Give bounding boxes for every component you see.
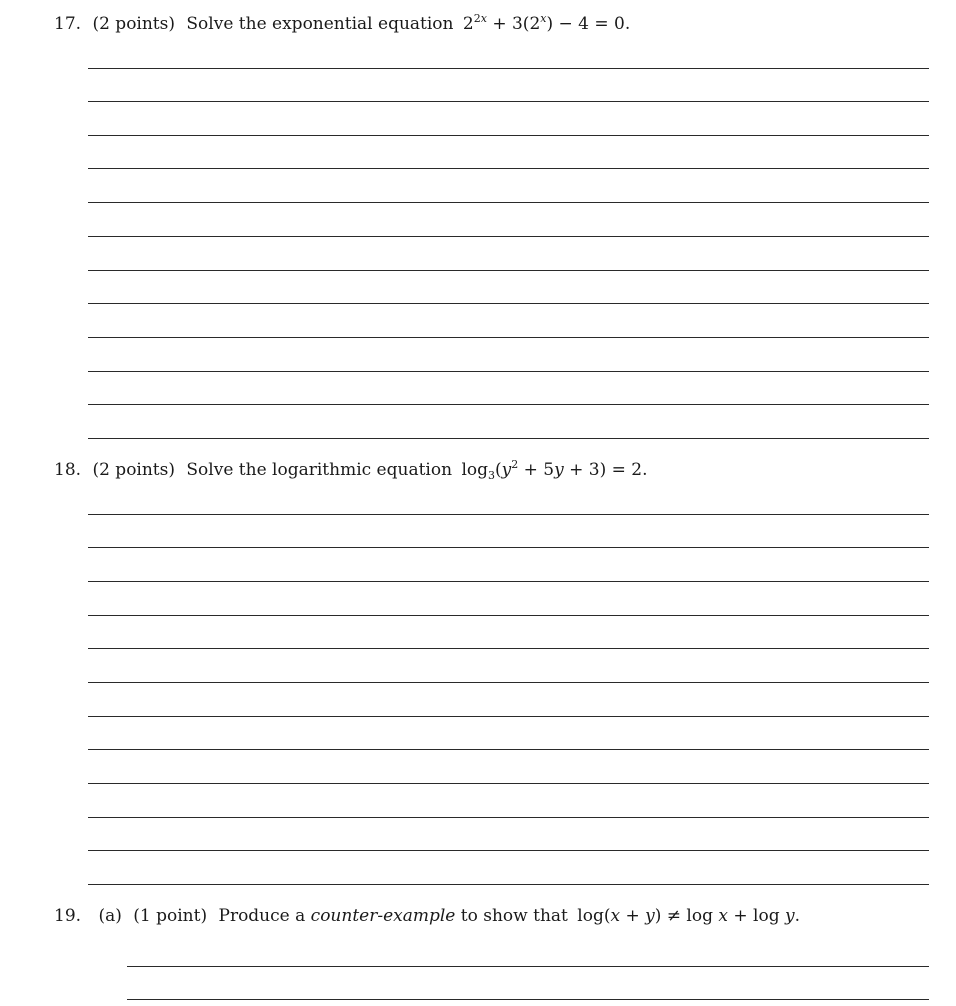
answer-line[interactable] xyxy=(88,202,929,203)
question-prompt: Produce a xyxy=(218,906,306,926)
answer-line[interactable] xyxy=(88,884,929,885)
answer-line[interactable] xyxy=(127,999,929,1000)
answer-line[interactable] xyxy=(88,783,929,784)
question-prompt-cont: to show that xyxy=(460,906,568,926)
equation: $2^{2x} + 3(2^x) - 4 = 0$. xyxy=(462,12,631,34)
question-19 xyxy=(54,908,800,925)
equation: $\log_3(y^2 + 5y + 3) = 2$. xyxy=(461,458,648,482)
answer-line[interactable] xyxy=(88,438,929,439)
question-17 xyxy=(54,12,631,34)
question-number: 17. xyxy=(54,14,82,34)
question-prompt: Solve the logarithmic equation xyxy=(186,460,453,480)
answer-line[interactable] xyxy=(127,966,929,967)
question-number: 19. xyxy=(54,906,82,926)
answer-line[interactable] xyxy=(88,817,929,818)
answer-line[interactable] xyxy=(88,236,929,237)
answer-line[interactable] xyxy=(88,371,929,372)
answer-line[interactable] xyxy=(88,615,929,616)
points-label: (1 point) xyxy=(133,906,208,926)
answer-line[interactable] xyxy=(88,648,929,649)
answer-line[interactable] xyxy=(88,749,929,750)
answer-line[interactable] xyxy=(88,135,929,136)
answer-line[interactable] xyxy=(88,101,929,102)
emphasized-term: counter-example xyxy=(310,906,456,926)
answer-line[interactable] xyxy=(88,337,929,338)
part-label: (a) xyxy=(98,906,122,926)
answer-line[interactable] xyxy=(88,68,929,69)
answer-line[interactable] xyxy=(88,547,929,548)
answer-line[interactable] xyxy=(88,168,929,169)
question-18 xyxy=(54,458,648,482)
answer-line[interactable] xyxy=(88,850,929,851)
answer-line[interactable] xyxy=(88,514,929,515)
answer-line[interactable] xyxy=(88,581,929,582)
answer-line[interactable] xyxy=(88,682,929,683)
answer-line[interactable] xyxy=(88,404,929,405)
question-number: 18. xyxy=(54,460,82,480)
answer-line[interactable] xyxy=(88,716,929,717)
equation: log(x + y) ≠ log x + log y. xyxy=(577,906,801,926)
question-prompt: Solve the exponential equation xyxy=(186,14,454,34)
answer-line[interactable] xyxy=(88,303,929,304)
answer-line[interactable] xyxy=(88,270,929,271)
points-label: (2 points) xyxy=(92,14,175,34)
points-label: (2 points) xyxy=(92,460,175,480)
